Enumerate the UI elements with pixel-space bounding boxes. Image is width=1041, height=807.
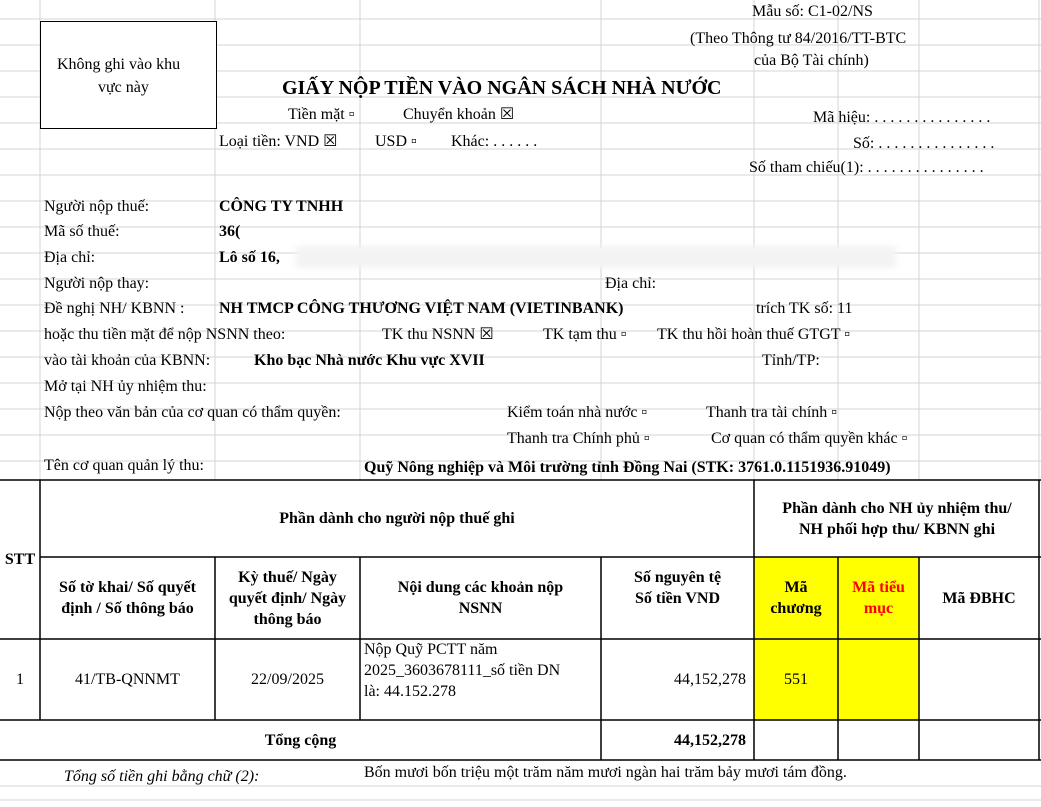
kbnn-value: Kho bạc Nhà nước Khu vực XVII [254, 352, 485, 369]
col-subitem-header [838, 557, 919, 639]
finance-inspect-checkbox[interactable]: Thanh tra tài chính ▫ [706, 404, 837, 421]
agency-value: Quỹ Nông nghiệp và Môi trường tỉnh Đồng Nai (STK: 3761.0.1151936.91049) [364, 459, 891, 476]
other-authority-checkbox[interactable]: Cơ quan có thẩm quyền khác ▫ [711, 430, 908, 447]
province-label: Tỉnh/TP: [762, 352, 820, 369]
col-content-line2: NSNN [458, 600, 503, 617]
no-write-line2: vực này [98, 79, 149, 96]
row-amount: 44,152,278 [674, 671, 746, 688]
authority-label: Nộp theo văn bản của cơ quan có thẩm quyền: [44, 404, 341, 421]
col-doc-line2: định / Số thông báo [61, 600, 194, 617]
col-subitem-line2: mục [863, 600, 894, 617]
account-label: trích TK số: 11 [756, 300, 853, 317]
open-at-label: Mở tại NH ủy nhiệm thu: [44, 378, 207, 395]
col-subitem-line1: Mã tiểu [852, 579, 905, 596]
words-value: Bốn mươi bốn triệu một trăm năm mươi ngàn hai trăm bảy mươi tám đồng. [364, 764, 847, 781]
total-amount: 44,152,278 [674, 731, 746, 749]
row-content-line1: Nộp Quỹ PCTT năm [364, 641, 498, 658]
substitute-address-label: Địa chỉ: [605, 275, 657, 292]
cash-pay-label: hoặc thu tiền mặt để nộp NSNN theo: [44, 326, 286, 343]
ministry: của Bộ Tài chính) [754, 52, 869, 69]
tk-tam-thu-checkbox[interactable]: TK tạm thu ▫ [543, 326, 627, 343]
form-title: GIẤY NỘP TIỀN VÀO NGÂN SÁCH NHÀ NƯỚC [282, 77, 722, 99]
taxpayer-value: CÔNG TY TNHH [219, 198, 344, 215]
agency-label: Tên cơ quan quản lý thu: [44, 457, 204, 474]
total-label: Tổng cộng [264, 731, 337, 749]
col-content-header [360, 557, 601, 639]
col-amount-line1: Số nguyên tệ [633, 569, 722, 586]
form-code: Mẫu số: C1-02/NS [752, 3, 873, 20]
bank-request-label: Đề nghị NH/ KBNN : [44, 300, 185, 317]
currency-usd-checkbox[interactable]: USD ▫ [375, 133, 417, 150]
tax-code-value: 36( [219, 223, 241, 240]
row-doc: 41/TB-QNNMT [75, 671, 180, 688]
col-period-line3: thông báo [253, 610, 322, 628]
gov-inspect-checkbox[interactable]: Thanh tra Chính phủ ▫ [507, 430, 650, 447]
col-content-line1: Nội dung các khoản nộp [397, 579, 564, 596]
row-content-line3: là: 44.152.278 [364, 683, 456, 700]
col-period-line2: quyết định/ Ngày [228, 589, 347, 607]
col-doc-line1: Số tờ khai/ Số quyết [59, 579, 196, 596]
col-doc-header [40, 557, 215, 639]
bank-section-header [754, 480, 1040, 557]
kbnn-label: vào tài khoản của KBNN: [44, 352, 211, 369]
col-chapter-line2: chương [770, 600, 822, 617]
tk-hoan-checkbox[interactable]: TK thu hồi hoàn thuế GTGT ▫ [657, 326, 850, 343]
row-subitem [838, 639, 919, 720]
col-chapter-header [754, 557, 838, 639]
cash-checkbox[interactable]: Tiền mặt ▫ [288, 106, 355, 123]
row-content [364, 639, 599, 720]
substitute-label: Người nộp thay: [44, 275, 150, 292]
transfer-checkbox[interactable]: Chuyển khoản ☒ [403, 106, 515, 123]
col-amount-line2: Số tiền VND [634, 590, 721, 607]
taxpayer-label: Người nộp thuế: [44, 198, 150, 215]
stt-header: STT [4, 551, 36, 568]
row-period: 22/09/2025 [251, 671, 324, 688]
col-period-line1: Kỳ thuế/ Ngày [238, 568, 337, 586]
currency-vnd-checkbox[interactable]: Loại tiền: VND ☒ [219, 133, 338, 150]
row-content-line2: 2025_3603678111_số tiền DN [364, 662, 561, 679]
payer-section-header: Phần dành cho người nộp thuế ghi [279, 510, 515, 527]
tk-thu-checkbox[interactable]: TK thu NSNN ☒ [382, 326, 494, 343]
circular-ref: (Theo Thông tư 84/2016/TT-BTC [690, 30, 907, 47]
audit-checkbox[interactable]: Kiểm toán nhà nước ▫ [507, 404, 648, 421]
currency-other-field[interactable]: Khác: . . . . . . [451, 133, 538, 150]
col-amount-header [601, 557, 754, 619]
row-stt: 1 [16, 671, 24, 688]
words-label: Tổng số tiền ghi bằng chữ (2): [64, 768, 260, 785]
tax-code-label: Mã số thuế: [44, 223, 120, 240]
col-dbhc-header: Mã ĐBHC [942, 589, 1016, 607]
col-chapter-line1: Mã [784, 579, 808, 596]
col-period-header [215, 557, 360, 639]
bank-section-line2: NH phối hợp thu/ KBNN ghi [798, 520, 996, 538]
bank-section-line1: Phần dành cho NH ủy nhiệm thu/ [782, 499, 1012, 517]
so-tham-chieu-field[interactable]: Số tham chiếu(1): . . . . . . . . . . . . . . . [749, 159, 984, 176]
ma-hieu-field[interactable]: Mã hiệu: . . . . . . . . . . . . . . . [813, 109, 991, 126]
so-field[interactable]: Số: . . . . . . . . . . . . . . . [853, 135, 995, 152]
bank-request-value: NH TMCP CÔNG THƯƠNG VIỆT NAM (VIETINBANK) [219, 300, 624, 317]
row-dbhc [919, 639, 1039, 720]
address-value: Lô số 16, [219, 249, 280, 266]
no-write-line1: Không ghi vào khu [57, 56, 181, 73]
row-chapter: 551 [784, 671, 808, 688]
address-label: Địa chỉ: [44, 249, 96, 266]
